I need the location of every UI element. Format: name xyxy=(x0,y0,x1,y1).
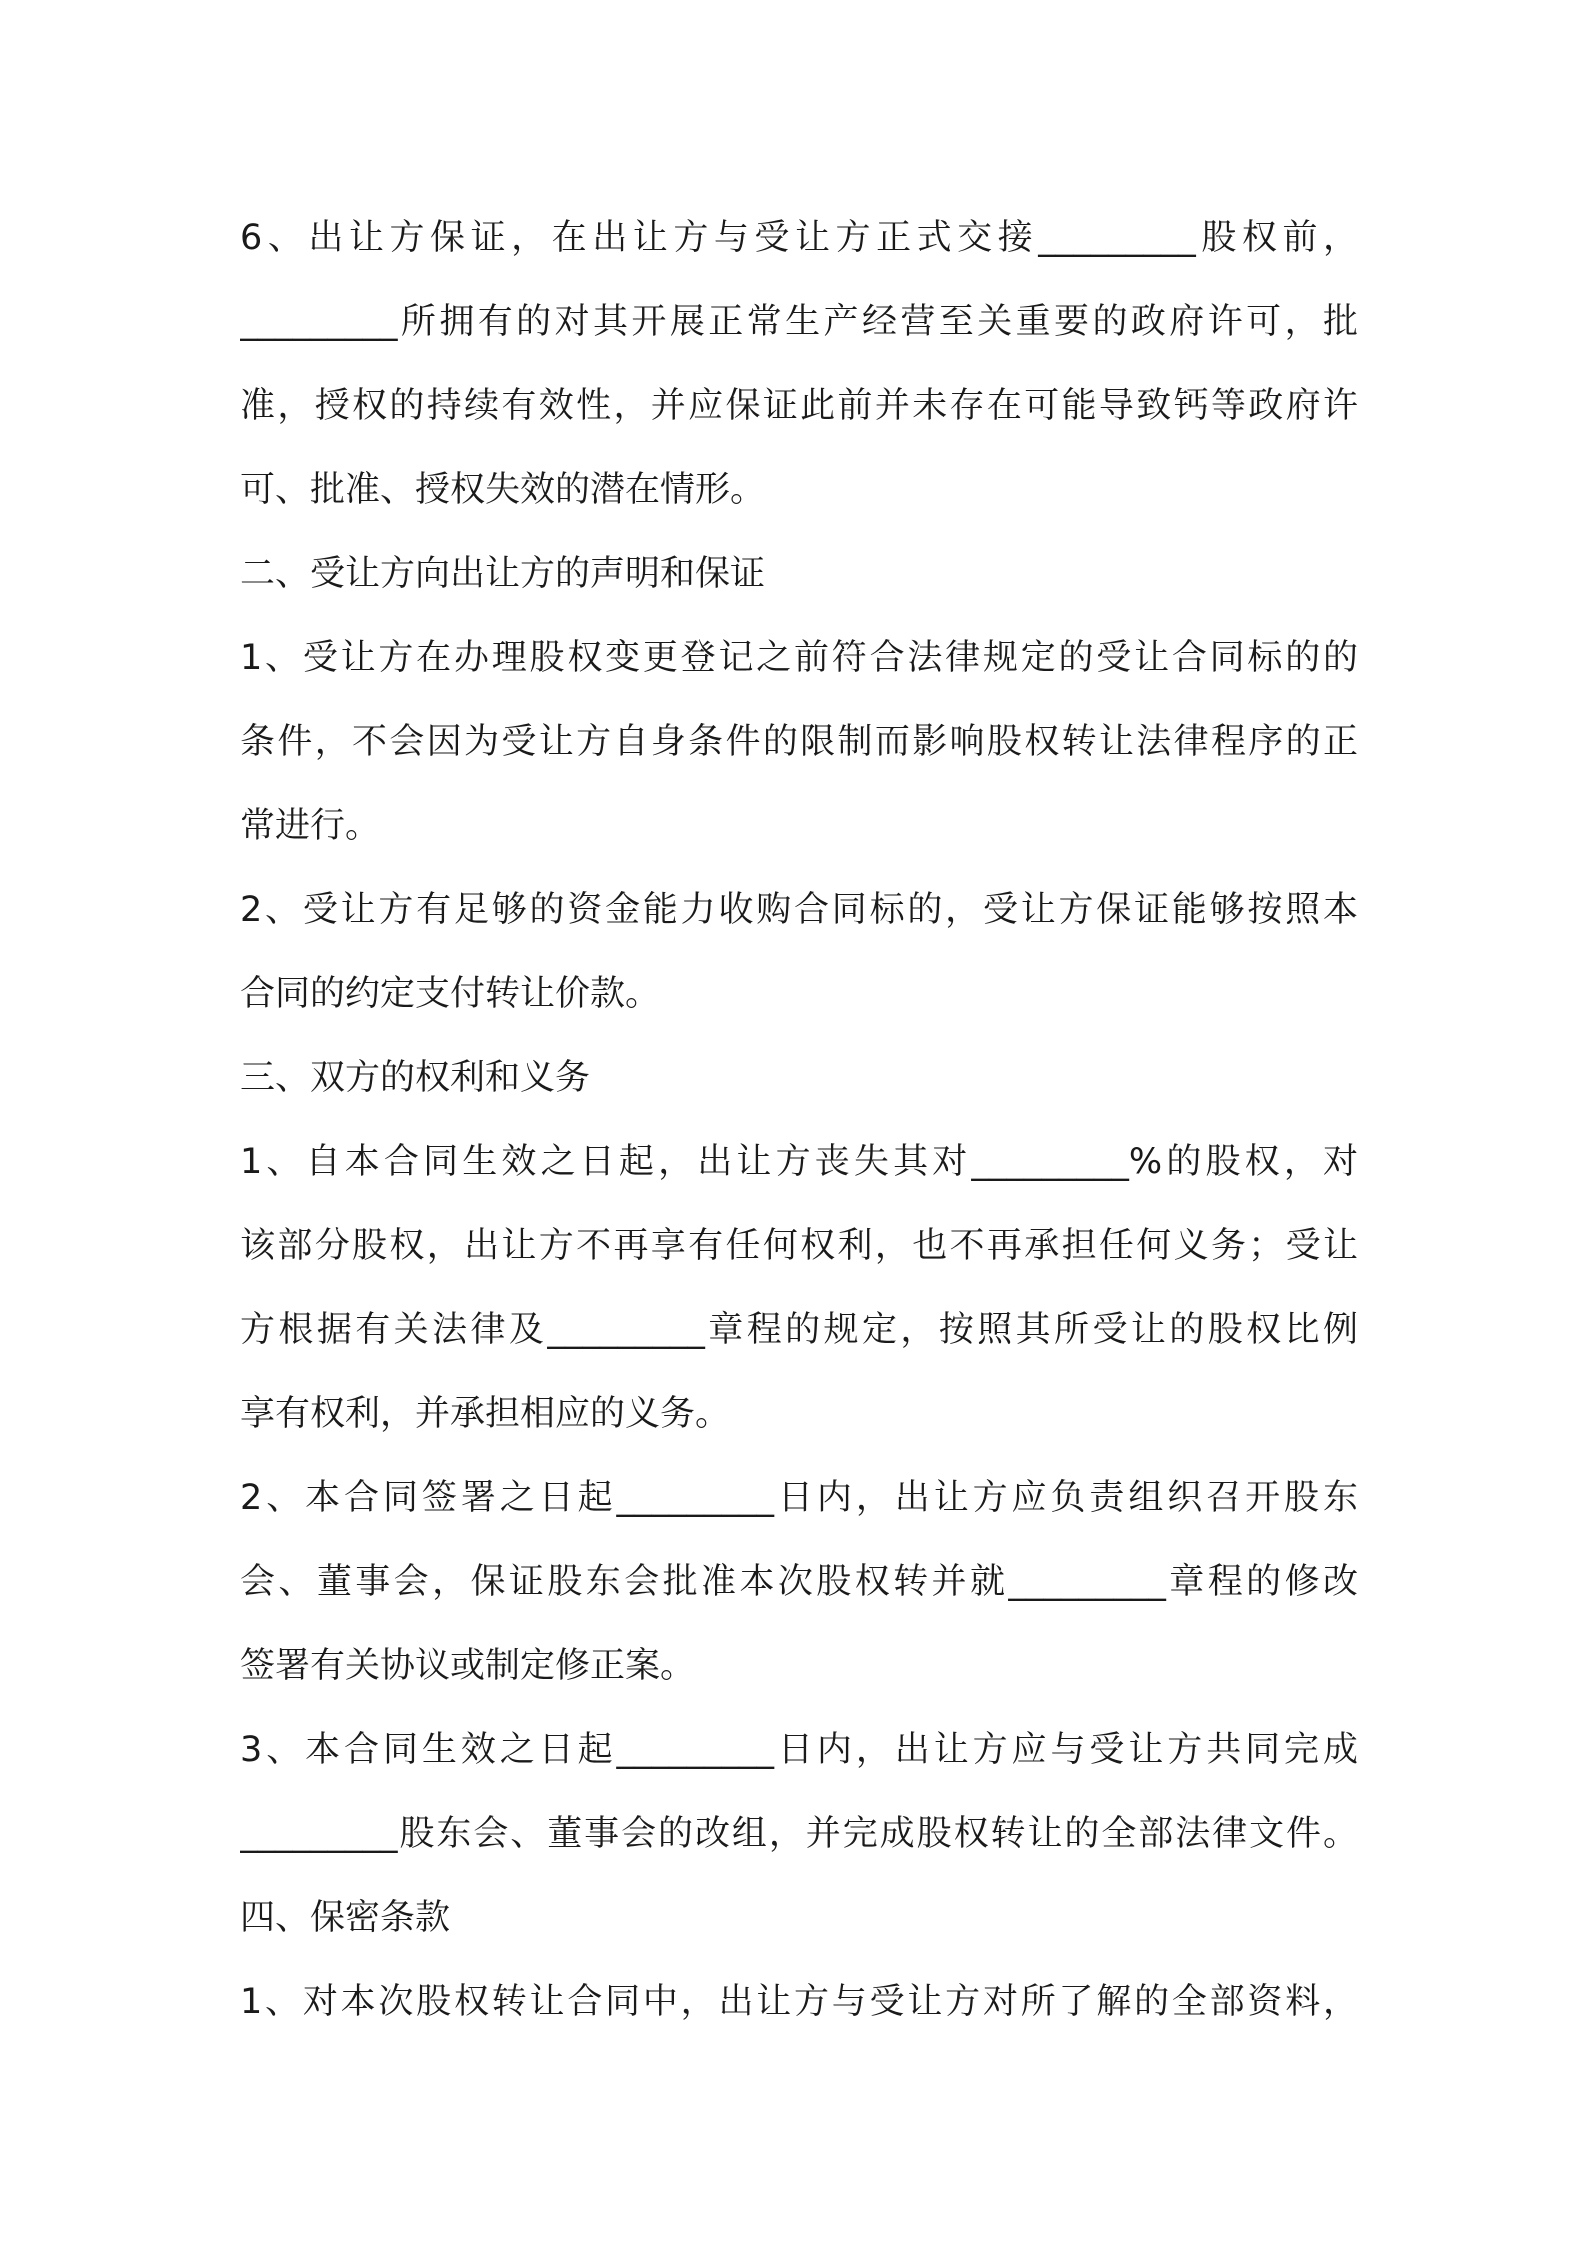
text-line: 合同的约定支付转让价款。 xyxy=(240,974,661,1014)
text-line: 准，授权的持续有效性，并应保证此前并未存在可能导致钙等政府许 xyxy=(240,386,1358,426)
text-line: 该部分股权，出让方不再享有任何权利，也不再承担任何义务；受让 xyxy=(240,1226,1358,1266)
text-line: 条件，不会因为受让方自身条件的限制而影响股权转让法律程序的正 xyxy=(240,722,1358,762)
text-line: 6、出让方保证，在出让方与受让方正式交接_________股权前， xyxy=(240,218,1358,258)
text-line: 2、受让方有足够的资金能力收购合同标的，受让方保证能够按照本 xyxy=(240,890,1358,930)
text-line: _________股东会、董事会的改组，并完成股权转让的全部法律文件。 xyxy=(240,1814,1358,1854)
text-line: 1、受让方在办理股权变更登记之前符合法律规定的受让合同标的的 xyxy=(240,638,1358,678)
section-heading: 四、保密条款 xyxy=(240,1898,451,1938)
text-line: _________所拥有的对其开展正常生产经营至关重要的政府许可，批 xyxy=(240,302,1358,342)
text-line: 2、本合同签署之日起_________日内，出让方应负责组织召开股东 xyxy=(240,1478,1358,1518)
text-line: 享有权利，并承担相应的义务。 xyxy=(240,1394,731,1434)
document-body xyxy=(240,196,1358,2044)
text-line: 可、批准、授权失效的潜在情形。 xyxy=(240,470,766,510)
section-heading: 二、受让方向出让方的声明和保证 xyxy=(240,554,766,594)
text-line: 会、董事会，保证股东会批准本次股权转并就_________章程的修改 xyxy=(240,1562,1358,1602)
text-line: 方根据有关法律及_________章程的规定，按照其所受让的股权比例 xyxy=(240,1310,1358,1350)
text-line: 1、自本合同生效之日起，出让方丧失其对_________%的股权，对 xyxy=(240,1142,1358,1182)
text-line: 1、对本次股权转让合同中，出让方与受让方对所了解的全部资料， xyxy=(240,1982,1358,2022)
text-line: 3、本合同生效之日起_________日内，出让方应与受让方共同完成 xyxy=(240,1730,1358,1770)
text-line: 常进行。 xyxy=(240,806,381,846)
text-line: 签署有关协议或制定修正案。 xyxy=(240,1646,696,1686)
section-heading: 三、双方的权利和义务 xyxy=(240,1058,591,1098)
